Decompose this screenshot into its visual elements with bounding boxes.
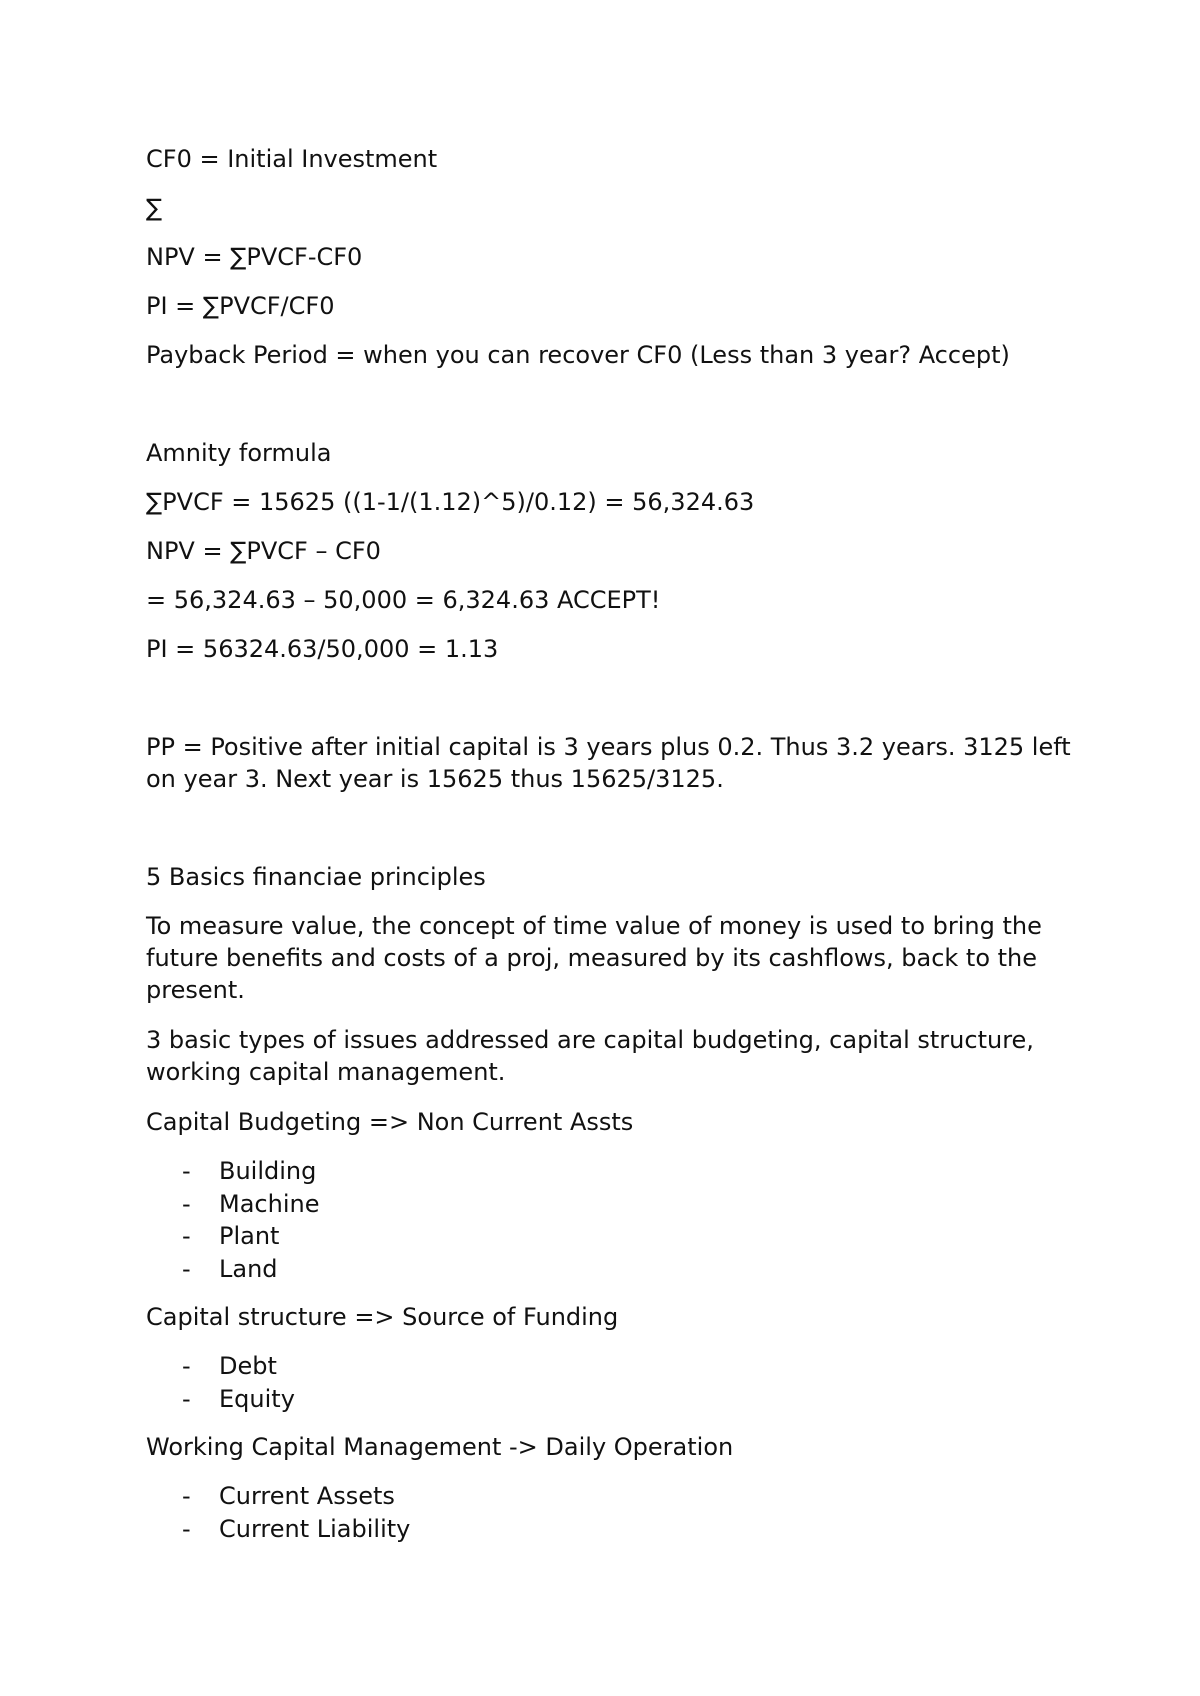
capital-structure-list <box>182 1350 295 1415</box>
list-item: - Equity <box>182 1384 295 1413</box>
list-item: - Building <box>182 1157 317 1185</box>
cf0-definition: CF0 = Initial Investment <box>146 145 438 173</box>
list-item: - Machine <box>182 1189 320 1218</box>
issue-types-paragraph: 3 basic types of issues addressed are capital budgeting, capital structure, working capital management. <box>146 1026 1034 1086</box>
list-item: - Current Assets <box>182 1482 395 1510</box>
npv-formula: NPV = ∑PVCF-CF0 <box>146 243 363 271</box>
working-capital-list <box>182 1480 410 1545</box>
npv-result: = 56,324.63 – 50,000 = 6,324.63 ACCEPT! <box>146 586 661 614</box>
pi-formula: PI = ∑PVCF/CF0 <box>146 292 335 320</box>
capital-budgeting-list <box>182 1155 319 1285</box>
capital-budgeting-heading: Capital Budgeting => Non Current Assts <box>146 1108 634 1136</box>
payback-period-definition: Payback Period = when you can recover CF0 (Less than 3 year? Accept) <box>146 341 1010 369</box>
sigma-symbol: ∑ <box>146 194 163 222</box>
payback-explanation: PP = Positive after initial capital is 3 years plus 0.2. Thus 3.2 years. 3125 left on year 3. Next year is 15625 thus 15625/3125. <box>146 733 1071 793</box>
time-value-paragraph: To measure value, the concept of time value of money is used to bring the future benefits and costs of a proj, measured by its cashflows, back to the present. <box>146 912 1042 1004</box>
list-item: - Current Liability <box>182 1514 411 1543</box>
list-item: - Plant <box>182 1222 280 1250</box>
pvcf-calculation: ∑PVCF = 15625 ((1-1/(1.12)^5)/0.12) = 56,324.63 <box>146 488 755 516</box>
pi-result: PI = 56324.63/50,000 = 1.13 <box>146 635 499 663</box>
npv-expression: NPV = ∑PVCF – CF0 <box>146 537 381 565</box>
annuity-heading: Amnity formula <box>146 439 332 467</box>
list-item: - Debt <box>182 1352 277 1380</box>
list-item: - Land <box>182 1254 278 1283</box>
capital-structure-heading: Capital structure => Source of Funding <box>146 1303 619 1331</box>
working-capital-heading: Working Capital Management -> Daily Operation <box>146 1433 734 1461</box>
principles-heading: 5 Basics financiae principles <box>146 863 486 891</box>
